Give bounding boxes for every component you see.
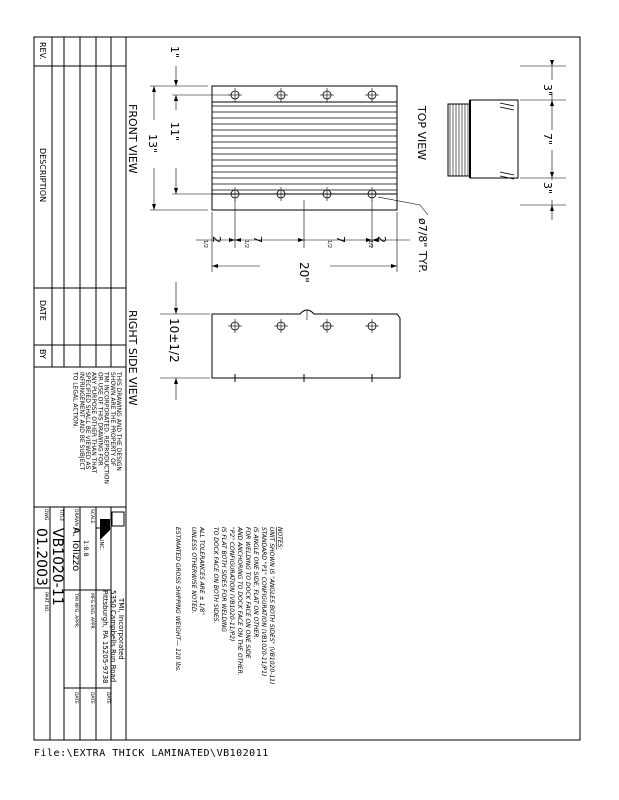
description-header: DESCRIPTION [38,148,47,203]
title-label: TITLE [58,509,63,522]
date-header: DATE [38,300,47,321]
note-line: ALL TOLERANCES ARE ± 1/8" [198,527,205,615]
note-line: STANDARD "P1" CONFIGURATION (VB1020-11/P1) [260,527,267,677]
top-view-label: TOP VIEW [415,106,428,161]
dim-front-span: 11" [168,122,181,142]
note-line: IS FLAT BOTH SIDES FOR WELDING [220,527,227,632]
title-block [33,507,126,740]
rev-header: REV. [38,42,47,60]
notice-line: TMI INCORPORATED. REPRODUCTION [102,372,110,484]
drawn-by-value: A. Iolizzo [70,527,81,572]
dwg-label: DWG [43,509,48,521]
date-label-2: DATE [89,692,94,704]
notice-line: THIS DRAWING AND THE DESIGN [115,372,122,471]
part-label: PART NO. [43,592,48,613]
dim-spacing-b: 7 [334,236,347,243]
dim-height: 10±1/2 [167,318,181,363]
right-side-view-label: RIGHT SIDE VIEW [126,310,139,406]
dim-top-3b: 3" [541,182,554,195]
notice-line: ANY PURPOSE OTHER THAN THAT [90,372,98,474]
date-label-3: DATE [73,692,78,704]
note-line: UNIT SHOWN IS "ANGLES BOTH SIDES" (VB1020-11) [268,527,275,685]
front-view [126,46,429,283]
mounting-hole [320,187,334,201]
mounting-hole [274,187,288,201]
title-value: VB1020-11 [49,528,65,606]
front-view-label: FRONT VIEW [126,104,139,174]
date-label-1: DATE [105,692,110,704]
notice-line: TO LEGAL ACTION. [71,372,79,429]
note-line: "P2" CONFIGURATION (VB1020-11/P2) [228,527,235,642]
laminations [212,106,397,190]
dim-spacing-a-frac: 1/2 [243,240,249,249]
dim-overall-length: 20" [297,262,311,283]
dim-top-7: 7" [541,133,554,146]
note-line: FOR WELDING TO DOCK FACE ON ONE SIDE [244,527,251,659]
top-view-laminations [448,104,470,176]
notice-line: SPECIFIED SHALL BE VIEWED AS [84,372,91,470]
notice-line: INFRINGEMENT AND BE SUBJECT [77,372,85,471]
scale-label: SCALE [89,509,94,524]
dim-spacing-b-frac: 1/2 [326,240,332,249]
drawn-by-label: DRAWN BY [73,509,78,534]
mfg-eng-label: MFG ENG. APPR. [89,593,94,630]
dim-left-end: 2 [210,236,223,243]
notes [174,526,283,684]
mounting-hole [228,187,242,201]
logo-suffix: INC. [98,540,104,551]
company-line3: Pittsburgh, PA 15205-9738 [101,590,109,684]
note-line: UNLESS OTHERWISE NOTED. [190,527,197,614]
hole-callout: ø7/8" TYP. [416,218,429,273]
side-mounting-holes [228,319,379,333]
dim-right-end: 2 [375,236,388,243]
note-line: ESTIMATED GROSS SHIPPING WEIGHT— 120 lbs. [174,527,181,672]
notes-header: NOTES: [276,527,283,550]
file-path: File:\EXTRA THICK LAMINATED\VB102011 [34,748,269,759]
dim-spacing-a: 7 [251,236,264,243]
dim-left-end-frac: 1/2 [202,240,208,249]
dim-right-end-frac: 1/2 [367,240,373,249]
mounting-hole [320,88,334,102]
note-line: IS ANGLE ONE SIDE, FLAT ON OTHER. [252,527,259,640]
dim-front-overall: 13" [146,134,159,154]
mounting-hole [274,88,288,102]
dim-front-top-margin: 1" [168,46,181,59]
company-line1: TMI, Incorporated [117,598,125,660]
mounting-hole [228,319,242,333]
dwg-value: 01.2003 [33,528,49,586]
note-line: TO DOCK FACE ON BOTH SIDES. [212,527,219,624]
right-side-view [126,282,400,406]
proprietary-notice [72,371,122,484]
mounting-hole [365,88,379,102]
qa-label: TMI MFG. APPR. [73,593,78,629]
notice-line: SHOWN ARE THE PROPERTY OF [108,372,116,467]
note-line: AND ANCHORING TO DOCK FACE ON THE OTHER. [236,527,243,676]
dim-top-3a: 3" [541,84,554,97]
mounting-hole [228,88,242,102]
mounting-hole [365,319,379,333]
mounting-hole [320,319,334,333]
company-line2: 5350 Campbells Run Road [109,590,117,683]
mounting-hole [365,187,379,201]
mounting-hole [274,319,288,333]
notice-line: OR USE OF THIS DRAWING FOR [96,372,104,466]
scale-value: 1:8.8 [82,540,90,557]
top-view [415,60,566,220]
by-header: BY [38,349,47,359]
